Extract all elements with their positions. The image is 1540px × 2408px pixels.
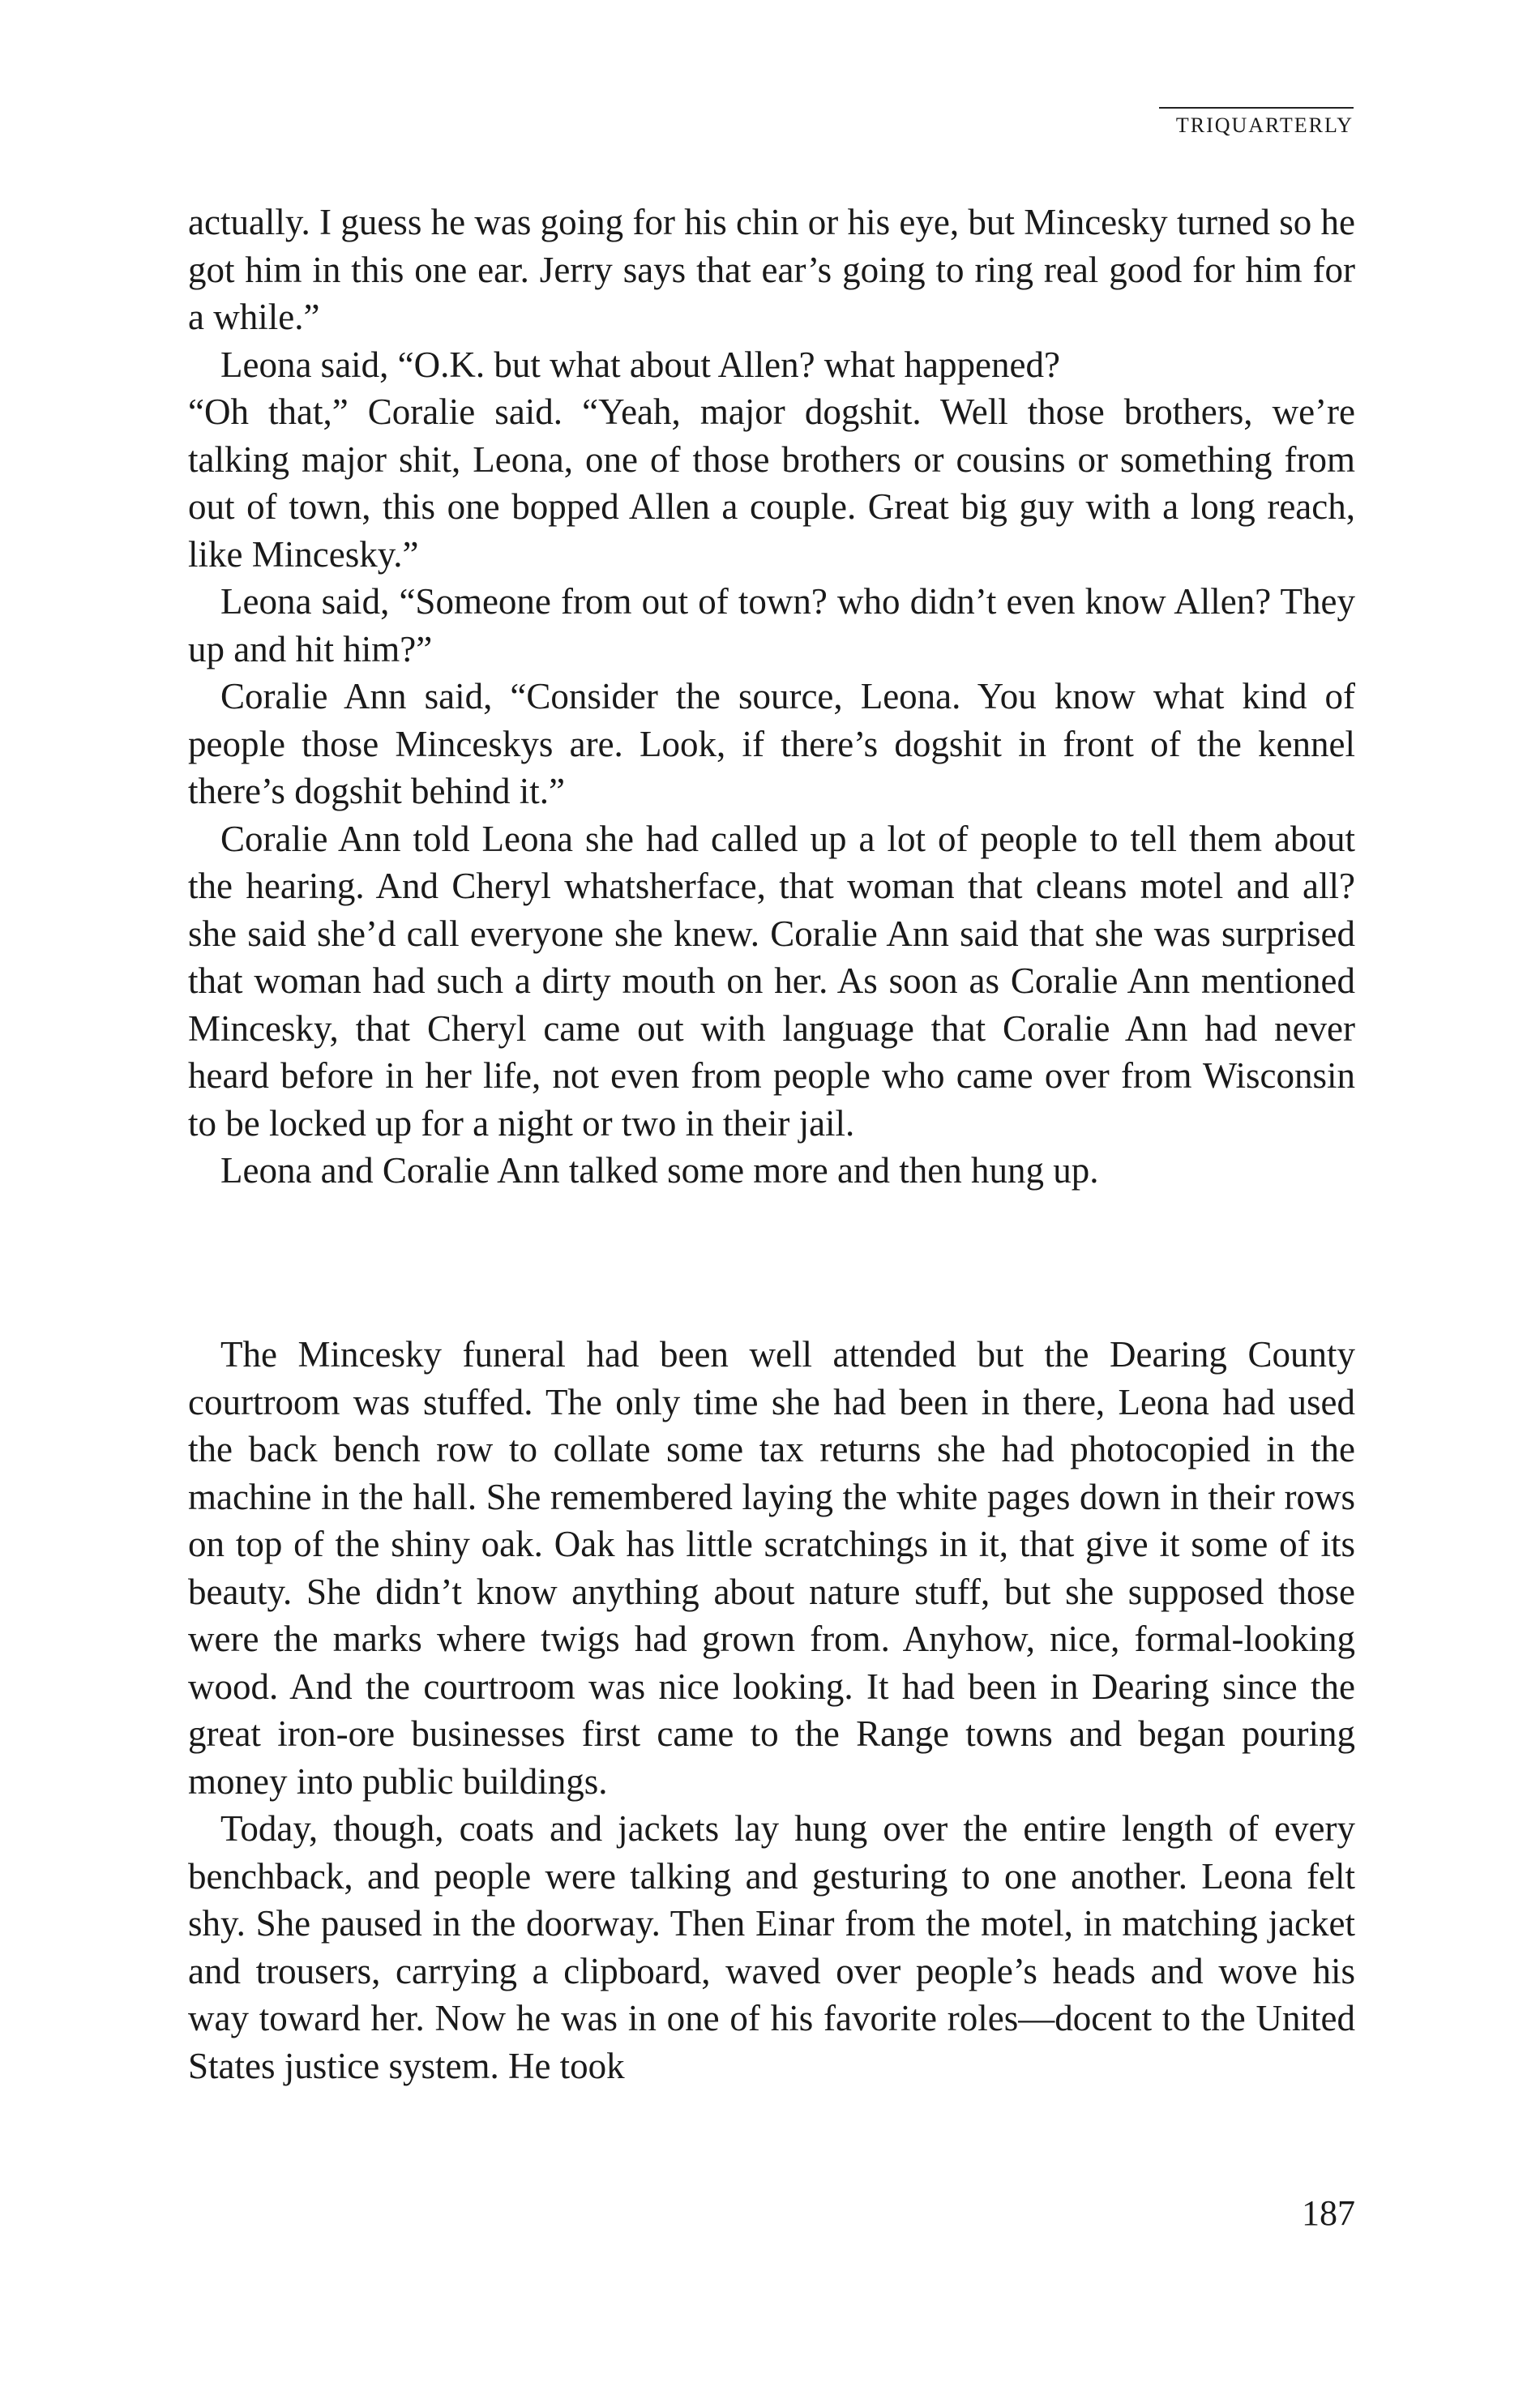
paragraph: Coralie Ann told Leona she had called up a lot of people to tell them about the hearing. And Cheryl whatsherface, that woman that cleans motel and all? she said she’d call everyone she knew. Coralie Ann said that she was surprised that woman had such a dirty mouth on her. As soon as Coralie Ann mentioned Mincesky, that Cheryl came out with language that Coralie Ann had never heard before in her life, not even from people who came over from Wisconsin to be locked up for a night or two in their jail. (188, 818, 1355, 1144)
running-head-rule (1159, 107, 1354, 109)
paragraph: Coralie Ann said, “Consider the source, Leona. You know what kind of people those Minceskys are. Look, if there’s dogshit in front of the kennel there’s dogshit behind it.” (188, 676, 1355, 811)
text-section-2 (188, 1331, 1355, 2089)
paragraph: Leona said, “Someone from out of town? who didn’t even know Allen? They up and hit him?” (188, 581, 1355, 669)
paragraph: Today, though, coats and jackets lay hung over the entire length of every benchback, and people were talking and gesturing to one another. Leona felt shy. She paused in the doorway. Then Einar from the motel, in matching jacket and trousers, carrying a clipboard, waved over people’s heads and wove his way toward her. Now he was in one of his favorite roles—docent to the United States justice system. He took (188, 1808, 1355, 2086)
text-section-1 (188, 199, 1355, 1195)
paragraph: Leona and Coralie Ann talked some more and then hung up. (220, 1150, 1099, 1191)
paragraph: Leona said, “O.K. but what about Allen? what happened? (220, 344, 1060, 385)
paragraph: actually. I guess he was going for his chin or his eye, but Mincesky turned so he got him in this one ear. Jerry says that ear’s going to ring real good for him for a while.” (188, 202, 1355, 337)
page-number: 187 (1302, 2193, 1355, 2233)
running-head: TRIQUARTERLY (1175, 113, 1354, 137)
paragraph: The Mincesky funeral had been well attended but the Dearing County courtroom was stuffed. The only time she had been in there, Leona had used the back bench row to collate some tax returns she had photocopied in the machine in the hall. She remembered laying the white pages down in their rows on top of the shiny oak. Oak has little scratchings in it, that give it some of its beauty. She didn’t know anything about nature stuff, but she supposed those were the marks where twigs had grown from. Anyhow, nice, formal-looking wood. And the courtroom was nice looking. It had been in Dearing since the great iron-ore businesses first came to the Range towns and began pouring money into public buildings. (188, 1334, 1355, 1802)
paragraph: “Oh that,” Coralie said. “Yeah, major dogshit. Well those brothers, we’re talking major shit, Leona, one of those brothers or cousins or something from out of town, this one bopped Allen a couple. Great big guy with a long reach, like Mincesky.” (188, 391, 1355, 575)
